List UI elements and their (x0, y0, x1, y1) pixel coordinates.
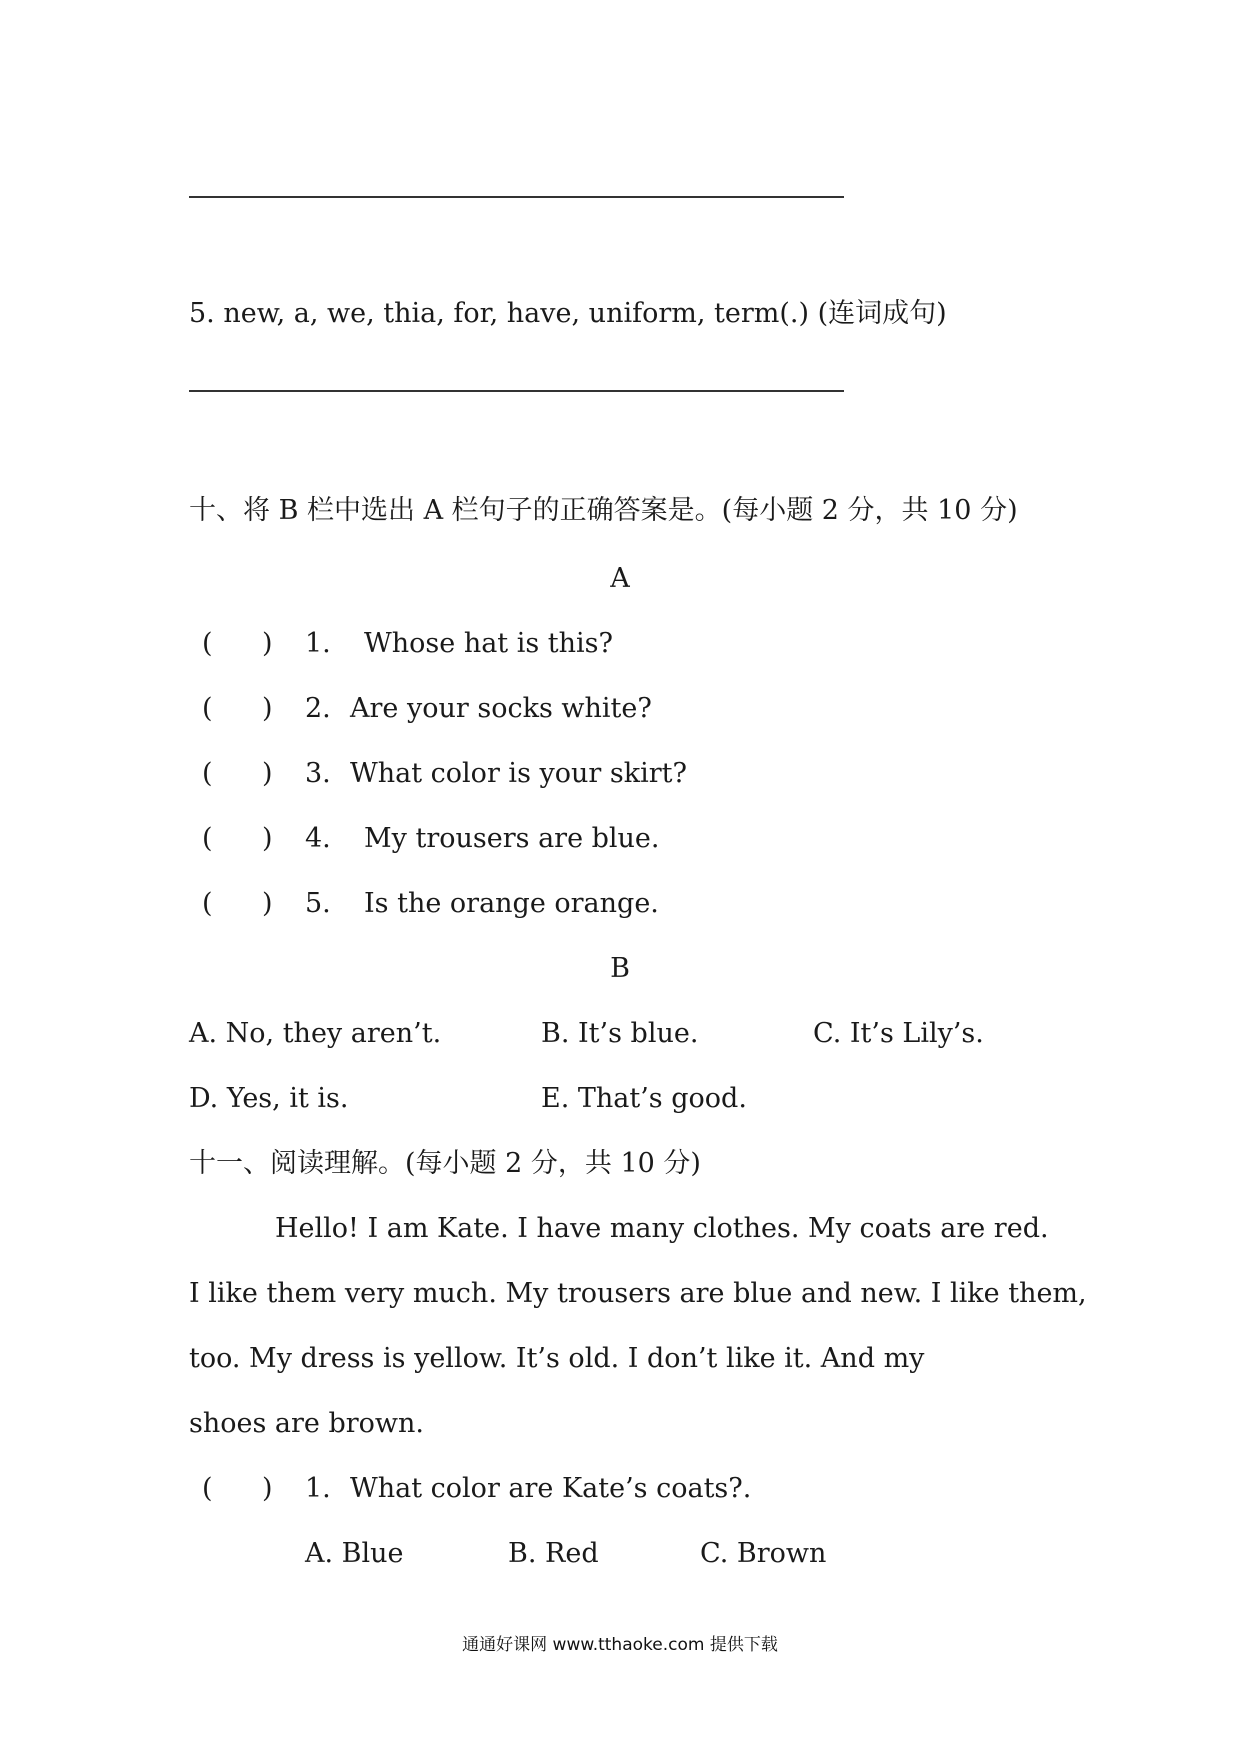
choice-c: C. Brown (700, 1538, 827, 1569)
question-number: 1. (305, 1473, 331, 1504)
passage-line: shoes are brown. (189, 1408, 425, 1439)
option-d: D. Yes, it is. (189, 1083, 349, 1114)
answer-bracket-open: ( (202, 693, 213, 724)
passage-line: too. My dress is yellow. It’s old. I don’t like it. And my (189, 1343, 925, 1374)
question-5-text: 5. new, a, we, thia, for, have, uniform, term(.) (连词成句) (189, 298, 947, 329)
answer-bracket-open: ( (202, 823, 213, 854)
answer-bracket-open: ( (202, 758, 213, 789)
answer-bracket-open: ( (202, 628, 213, 659)
section-11-heading: 十一、阅读理解。(每小题 2 分，共 10 分) (189, 1148, 701, 1179)
option-a: A. No, they aren’t. (189, 1018, 442, 1049)
answer-bracket-open: ( (202, 888, 213, 919)
answer-line (189, 196, 844, 198)
answer-bracket-close: ) (262, 1473, 273, 1504)
answer-bracket-close: ) (262, 693, 273, 724)
answer-bracket-close: ) (262, 823, 273, 854)
answer-line (189, 390, 844, 392)
passage-line: I like them very much. My trousers are blue and new. I like them, (189, 1278, 1087, 1309)
column-a-label: A (610, 563, 630, 594)
choice-a: A. Blue (305, 1538, 404, 1569)
column-b-label: B (610, 953, 630, 984)
option-c: C. It’s Lily’s. (813, 1018, 984, 1049)
item-text: Are your socks white? (350, 693, 652, 724)
option-e: E. That’s good. (541, 1083, 747, 1114)
footer-text: 通通好课网 www.tthaoke.com 提供下载 (462, 1635, 778, 1655)
item-text: Is the orange orange. (364, 888, 659, 919)
answer-bracket-close: ) (262, 888, 273, 919)
answer-bracket-close: ) (262, 628, 273, 659)
choice-b: B. Red (508, 1538, 599, 1569)
question-text: What color are Kate’s coats?. (350, 1473, 752, 1504)
item-number: 5. (305, 888, 331, 919)
answer-bracket-open: ( (202, 1473, 213, 1504)
item-text: Whose hat is this? (364, 628, 614, 659)
item-text: My trousers are blue. (364, 823, 660, 854)
section-10-heading: 十、将 B 栏中选出 A 栏句子的正确答案是。(每小题 2 分，共 10 分) (189, 495, 1018, 526)
item-number: 3. (305, 758, 331, 789)
passage-line: Hello! I am Kate. I have many clothes. My coats are red. (275, 1213, 1049, 1244)
item-text: What color is your skirt? (350, 758, 687, 789)
option-b: B. It’s blue. (541, 1018, 699, 1049)
answer-bracket-close: ) (262, 758, 273, 789)
item-number: 1. (305, 628, 331, 659)
item-number: 4. (305, 823, 331, 854)
item-number: 2. (305, 693, 331, 724)
